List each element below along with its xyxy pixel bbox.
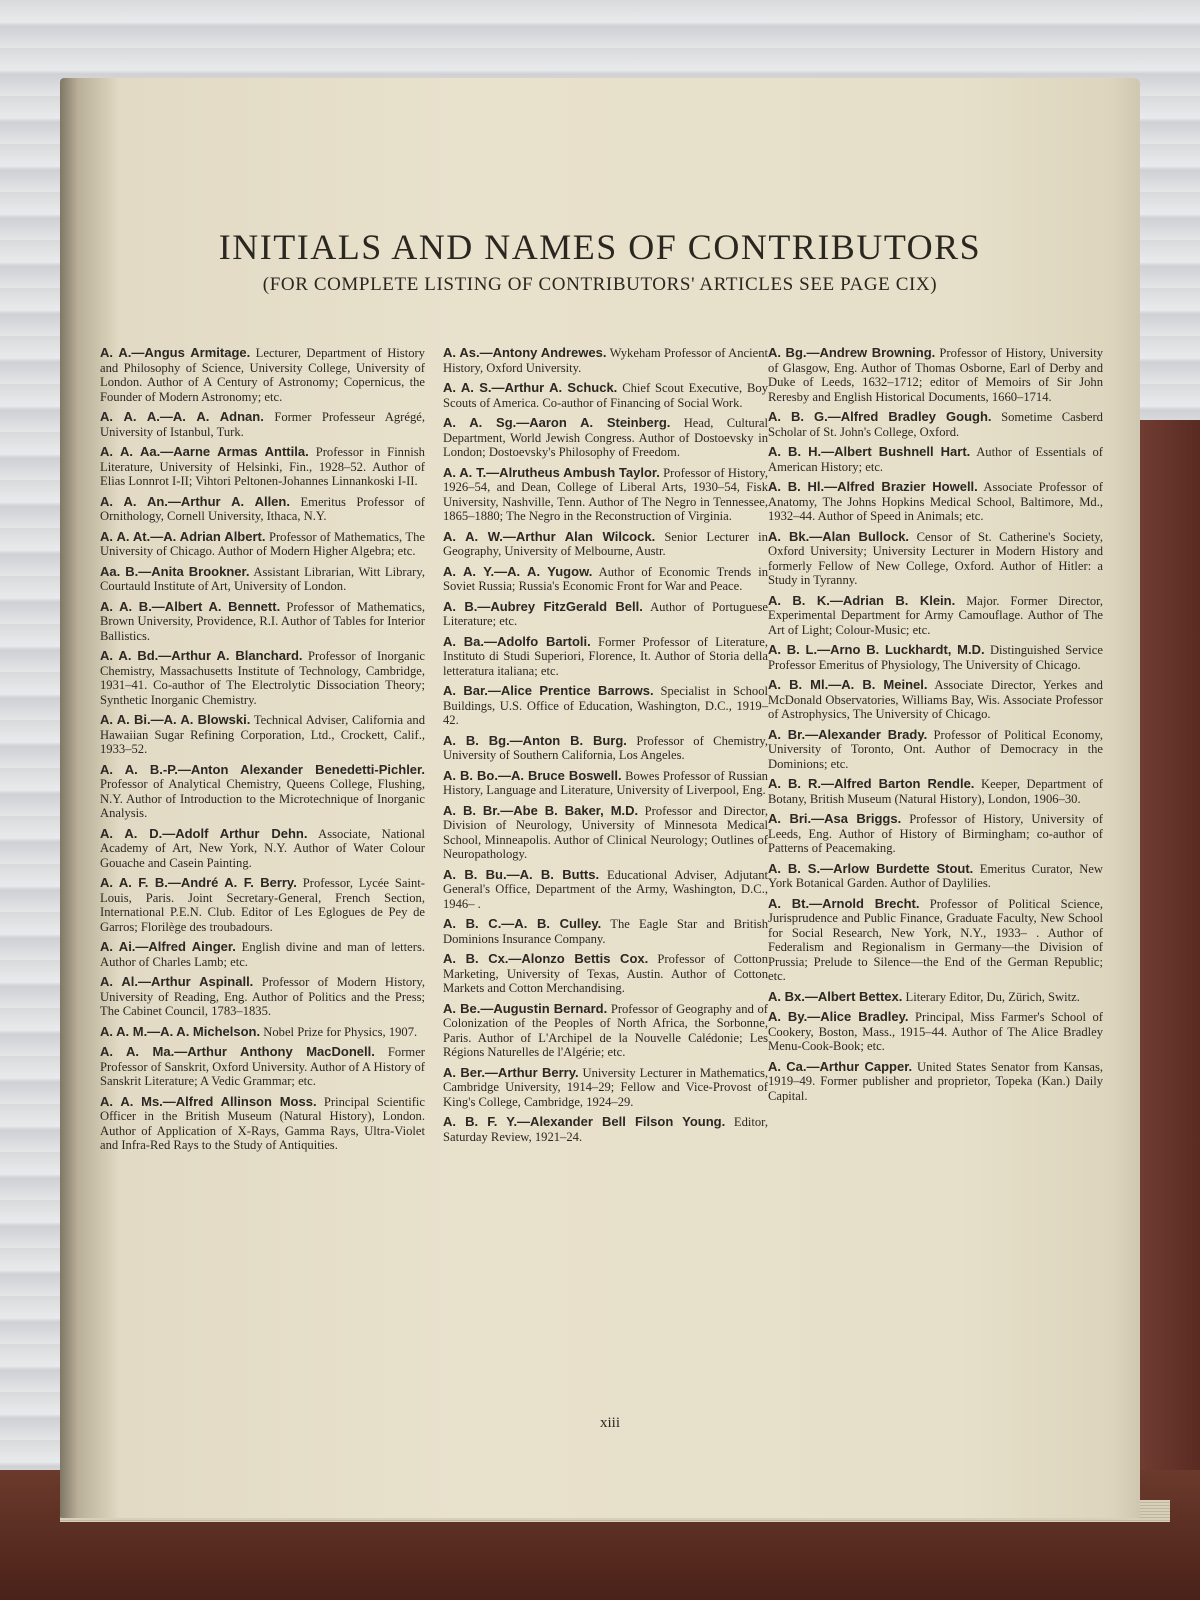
contributor-entry [768,530,1103,588]
contributor-initials-name: A. A.—Angus Armitage. [100,345,251,360]
contributor-entry [443,600,768,629]
contributor-description: Author of Portuguese Literature; etc. [443,599,768,628]
contributor-description: Literary Editor, Du, Zürich, Switz. [905,989,1080,1004]
contributor-initials-name: A. B. L.—Arno B. Luckhardt, M.D. [768,642,985,657]
contributor-entry [443,466,768,524]
contributor-entry [768,990,1103,1005]
contributor-description: Lecturer, Department of History and Philosophy of Science, University College, University of London. Author of A Century of Astronomy; Copernicus, the Founder of Modern Astronomy; etc. [100,346,425,404]
contributor-entry [443,868,768,912]
contributor-description: Former Professor of Sanskrit, Oxford University. Author of A History of Sanskrit Literature; A Vedic Grammar; etc. [100,1045,425,1088]
contributor-entry [768,862,1103,891]
contributor-initials-name: A. A. A.—A. A. Adnan. [100,409,264,424]
contributor-initials-name: A. B. G.—Alfred Bradley Gough. [768,409,992,424]
contributor-initials-name: A. A. T.—Alrutheus Ambush Taylor. [443,464,660,480]
contributor-entry [768,643,1103,672]
contributor-initials-name: A. B. Br.—Abe B. Baker, M.D. [443,802,639,818]
contributor-description: Technical Adviser, California and Hawaiian Sugar Refining Corporation, Ltd., Crockett, Calif., 1933–52. [100,713,425,756]
contributor-initials-name: A. Bar.—Alice Prentice Barrows. [443,683,654,698]
contributor-initials-name: A. Ca.—Arthur Capper. [768,1058,913,1074]
contributor-description: Professor of Mathematics, The University of Chicago. Author of Modern Higher Algebra; etc. [100,529,425,558]
contributor-initials-name: A. Ai.—Alfred Ainger. [100,939,236,954]
contributor-initials-name: A. A. Y.—A. A. Yugow. [443,563,593,579]
contributor-initials-name: A. A. Ma.—Arthur Anthony MacDonell. [100,1044,375,1059]
contributor-description: Professor of Political Economy, University of Toronto, Ont. Author of Democracy in the Dominions; etc. [768,727,1103,771]
contributor-entry [100,1045,425,1089]
contributor-entry [100,975,425,1019]
contributor-description: Assistant Librarian, Witt Library, Courtauld Institute of Art, University of London. [100,564,425,593]
contributor-description: Professor, Lycée Saint-Louis, Paris. Joint Secretary-General, French Section, International P.E.N. Club. Editor of Les Eglogues de Pey de Garros; Florilège des troubadours. [100,876,425,934]
contributor-description: Associate Director, Yerkes and McDonald Observatories, Williams Bay, Wis. Associate Professor of Astrophysics, The University of Chicago. [768,678,1103,721]
contributor-description: Educational Adviser, Adjutant General's Office, Department of the Army, Washington, D.C., 1946– . [443,867,769,911]
contributor-entry [768,594,1103,638]
contributor-description: Bowes Professor of Russian History, Language and Literature, University of Liverpool, Eng. [443,768,768,797]
contributor-description: Professor of Political Science, Jurisprudence and Public Finance, Graduate Faculty, New School for Social Research, New York, N.Y., 1933– . Author of Federalism and Regionalism in Germany—the Division of Prussia; Prelude to Silence—the End of the German Republic; etc. [768,896,1103,983]
contributor-description: Professor of Geography and of Colonization of the Peoples of North Africa, the Sorbonne, Paris. Author of L'Archipel de la Nouvelle Calédonie; Les Régions Naturelles de l'Algérie; etc. [443,1001,768,1059]
contributor-description: Professor of Chemistry, University of Southern California, Los Angeles. [443,733,768,762]
contributor-initials-name: A. Ber.—Arthur Berry. [443,1064,579,1080]
contributor-description: Chief Scout Executive, Boy Scouts of America. Co-author of Financing of Social Work. [443,381,769,410]
contributor-description: Emeritus Professor of Ornithology, Cornell University, Ithaca, N.Y. [100,494,425,523]
contributor-description: English divine and man of letters. Author of Charles Lamb; etc. [100,940,426,969]
contributor-initials-name: A. A. At.—A. Adrian Albert. [100,528,266,544]
contributor-entry [100,346,425,404]
contributor-description: Professor and Director, Division of Neurology, University of Minnesota Medical School, Minneapolis. Author of Clinical Neurology; Outlines of Neuropathology. [443,803,768,861]
contributor-description: Professor of Mathematics, Brown University, Providence, R.I. Author of Tables for Interior Ballistics. [100,599,425,643]
contributor-initials-name: A. Br.—Alexander Brady. [768,726,928,742]
contributor-description: Former Professor of Literature, Instituto di Studi Superiori, Florence, It. Author of Storia della letteratura italiana; etc. [443,634,768,678]
contributor-description: Professor of History, University of Leeds, Eng. Author of History of Birmingham; co-author of Patterns of Peacemaking. [768,812,1104,855]
contributor-entry [443,1002,768,1060]
contributor-entry [100,1095,425,1153]
contributor-initials-name: A. A. Ms.—Alfred Allinson Moss. [100,1093,317,1109]
contributor-initials-name: A. B. H.—Albert Bushnell Hart. [768,444,971,459]
contributor-entry [443,1066,768,1110]
page-number: xiii [600,1415,621,1431]
contributor-initials-name: A. As.—Antony Andrewes. [443,345,607,360]
contributor-entry [100,530,425,559]
contributor-initials-name: A. B.—Aubrey FitzGerald Bell. [443,598,643,614]
contributor-description: Professor in Finnish Literature, University of Helsinki, Fin., 1928–52. Author of Elias Lonnrot I-II; Vihtori Peltonen-Johannes Linnankoski I-II. [100,445,425,488]
contributor-initials-name: A. B. R.—Alfred Barton Rendle. [768,776,975,791]
contributor-entry [443,804,768,862]
contributor-description: Distinguished Service Professor Emeritus of Physiology, The University of Chicago. [768,643,1103,672]
contributor-entry [100,410,425,439]
contributor-initials-name: A. A. Aa.—Aarne Armas Anttila. [100,444,309,459]
contributor-entry [100,649,425,707]
contributor-initials-name: A. A. S.—Arthur A. Schuck. [443,380,618,395]
contributor-entry [768,728,1103,772]
contributor-initials-name: A. Bri.—Asa Briggs. [768,811,902,826]
contributor-initials-name: A. B. Ml.—A. B. Meinel. [768,677,928,692]
contributor-entry [443,684,768,728]
contributor-description: United States Senator from Kansas, 1919–49. Former publisher and proprietor, Topeka (Kan.) Daily Capital. [768,1059,1103,1103]
contributor-initials-name: A. B. C.—A. B. Culley. [443,916,602,931]
contributor-description: Principal Scientific Officer in the British Museum (Natural History), London. Author of Application of X-Rays, Gamma Rays, Ultra-Violet and Infra-Red Rays to the Study of Antiquities. [100,1094,425,1152]
contributor-description: Keeper, Department of Botany, British Museum (Natural History), London, 1906–30. [768,777,1103,806]
contributor-entry [443,734,768,763]
contributor-description: Senior Lecturer in Geography, University of Melbourne, Austr. [443,529,768,558]
contributor-entry [443,565,768,594]
contributor-initials-name: A. A. B.-P.—Anton Alexander Benedetti-Pichler. [100,761,425,777]
contributor-initials-name: A. B. Bo.—A. Bruce Boswell. [443,767,622,783]
contributor-entry [443,635,768,679]
contributor-entry [100,763,425,821]
contributor-description: Emeritus Curator, New York Botanical Garden. Author of Daylilies. [768,861,1103,890]
contributor-entry [100,1025,425,1040]
contributor-initials-name: A. Be.—Augustin Bernard. [443,1000,608,1016]
contributor-initials-name: A. Bk.—Alan Bullock. [768,528,910,544]
contributor-entry [100,876,425,934]
contributor-entry [443,952,768,996]
contributor-initials-name: A. A. Bd.—Arthur A. Blanchard. [100,648,303,663]
contributor-description: Associate, National Academy of Art, New York, N.Y. Author of Water Colour Gouache and Casein Painting. [100,826,425,870]
contributor-initials-name: A. A. Bi.—A. A. Blowski. [100,712,251,727]
contributor-description: Head, Cultural Department, World Jewish Congress. Author of Dostoevsky in London; Dostoevsky's Philosophy of Freedom. [443,416,768,459]
contributor-description: Professor of History, University of Glasgow, Eng. Author of Thomas Osborne, Earl of Derby and Duke of Leeds, 1632–1712; editor of Memoirs of Sir John Reresby and English Historical Documents, 1660–1714. [768,346,1103,404]
contributor-initials-name: A. Bx.—Albert Bettex. [768,988,903,1004]
contributor-description: Censor of St. Catherine's Society, Oxford University; University Lecturer in Modern History and formerly Fellow of New College, Oxford. Author of Hitler: a Study in Tyranny. [768,529,1103,587]
contributor-entry [100,495,425,524]
contributor-initials-name: A. A. M.—A. A. Michelson. [100,1023,261,1039]
contributor-initials-name: A. Bg.—Andrew Browning. [768,345,936,360]
contributor-initials-name: A. B. F. Y.—Alexander Bell Filson Young. [443,1114,726,1129]
contributor-entry [768,812,1103,856]
contributor-description: Specialist in School Buildings, U.S. Office of Education, Washington, D.C., 1919–42. [443,684,769,727]
contributor-entry [100,445,425,489]
contributor-entry [443,917,768,946]
contributor-initials-name: A. Ba.—Adolfo Bartoli. [443,633,591,649]
contributor-description: Professor of History, 1926–54, and Dean, College of Liberal Arts, 1930–54, Fisk University, Nashville, Tenn. Author of The Negro in Tennessee, 1865–1880; The Negro in the Reconstruction of Virginia. [443,465,768,523]
contributor-entry [100,940,425,969]
contributor-description: Author of Economic Trends in Soviet Russia; Russia's Economic Front for War and Peace. [443,564,768,593]
contributor-initials-name: A. Al.—Arthur Aspinall. [100,974,254,989]
contributor-entry [443,769,768,798]
contributor-initials-name: A. B. S.—Arlow Burdette Stout. [768,860,974,876]
contributors-column-2 [443,346,768,1150]
contributor-description: Former Professeur Agrégé, University of Istanbul, Turk. [100,410,425,439]
contributor-initials-name: A. B. Hl.—Alfred Brazier Howell. [768,479,978,494]
contributor-entry [768,678,1103,722]
contributor-initials-name: A. B. K.—Adrian B. Klein. [768,592,956,608]
contributor-entry [768,346,1103,404]
contributor-entry [443,346,768,375]
contributor-entry [443,416,768,460]
contributor-description: Professor of Analytical Chemistry, Queens College, Flushing, N.Y. Author of Introduction to the Microtechnique of Inorganic Analysis. [100,777,425,820]
contributor-initials-name: A. A. F. B.—André A. F. Berry. [100,875,297,890]
contributor-initials-name: A. A. Sg.—Aaron A. Steinberg. [443,415,671,430]
contributor-description: Principal, Miss Farmer's School of Cookery, Boston, Mass., 1915–44. Author of The Alice Bradley Menu-Cook-Book; etc. [768,1010,1103,1053]
contributor-description: The Eagle Star and British Dominions Insurance Company. [443,917,769,946]
contributor-initials-name: A. A. An.—Arthur A. Allen. [100,493,290,509]
contributor-entry [768,445,1103,474]
contributor-description: University Lecturer in Mathematics, Cambridge University, 1914–29; Fellow and Vice-Provost of King's College, Cambridge, 1924–29. [443,1065,768,1109]
contributor-entry [100,565,425,594]
contributor-initials-name: A. By.—Alice Bradley. [768,1009,909,1024]
contributor-entry [768,480,1103,524]
contributor-description: Professor of Cotton Marketing, University of Texas, Austin. Author of Cotton Markets and Cotton Merchandising. [443,952,768,995]
contributor-description: Associate Professor of Anatomy, The Johns Hopkins Medical School, Baltimore, Md., 1932–44. Author of Speed in Animals; etc. [768,480,1103,523]
contributor-description: Professor of Modern History, University of Reading, Eng. Author of Politics and the Press; The Cabinet Council, 1783–1835. [100,975,425,1018]
page-title: INITIALS AND NAMES OF CONTRIBUTORS [218,227,982,267]
contributor-entry [768,777,1103,806]
contributor-initials-name: A. B. Bg.—Anton B. Burg. [443,732,627,748]
contributor-entry [768,1060,1103,1104]
contributor-entry [768,1010,1103,1054]
contributor-description: Nobel Prize for Physics, 1907. [263,1024,418,1039]
contributor-initials-name: A. A. W.—Arthur Alan Wilcock. [443,528,656,544]
contributor-description: Professor of Inorganic Chemistry, Massachusetts Institute of Technology, Cambridge, 1931–41. Co-author of The Electrolytic Dissociation Theory; Synthetic Inorganic Chemistry. [100,649,425,707]
contributors-column-3 [768,346,1103,1109]
contributor-initials-name: A. A. B.—Albert A. Bennett. [100,598,281,614]
contributor-entry [443,1115,768,1144]
contributor-description: Wykeham Professor of Ancient History, Oxford University. [443,346,768,375]
contributor-initials-name: A. A. D.—Adolf Arthur Dehn. [100,825,308,841]
contributor-initials-name: Aa. B.—Anita Brookner. [100,563,250,579]
contributor-description: Author of Essentials of American History; etc. [768,445,1103,474]
contributor-description: Editor, Saturday Review, 1921–24. [443,1115,768,1144]
contributor-entry [443,530,768,559]
contributor-description: Sometime Casberd Scholar of St. John's College, Oxford. [768,410,1103,439]
contributor-entry [443,381,768,410]
contributor-entry [100,600,425,644]
contributor-initials-name: A. Bt.—Arnold Brecht. [768,895,920,911]
contributor-entry [768,410,1103,439]
page-subtitle: (FOR COMPLETE LISTING OF CONTRIBUTORS' ARTICLES SEE PAGE CIX) [262,274,938,295]
contributor-initials-name: A. B. Cx.—Alonzo Bettis Cox. [443,951,649,966]
contributors-column-1 [100,346,425,1159]
contributor-entry [768,897,1103,984]
contributor-entry [100,713,425,757]
contributor-description: Major. Former Director, Experimental Department for Army Camouflage. Author of The Art of Light; Colour-Music; etc. [768,593,1103,637]
contributor-entry [100,827,425,871]
contributor-initials-name: A. B. Bu.—A. B. Butts. [443,866,600,882]
